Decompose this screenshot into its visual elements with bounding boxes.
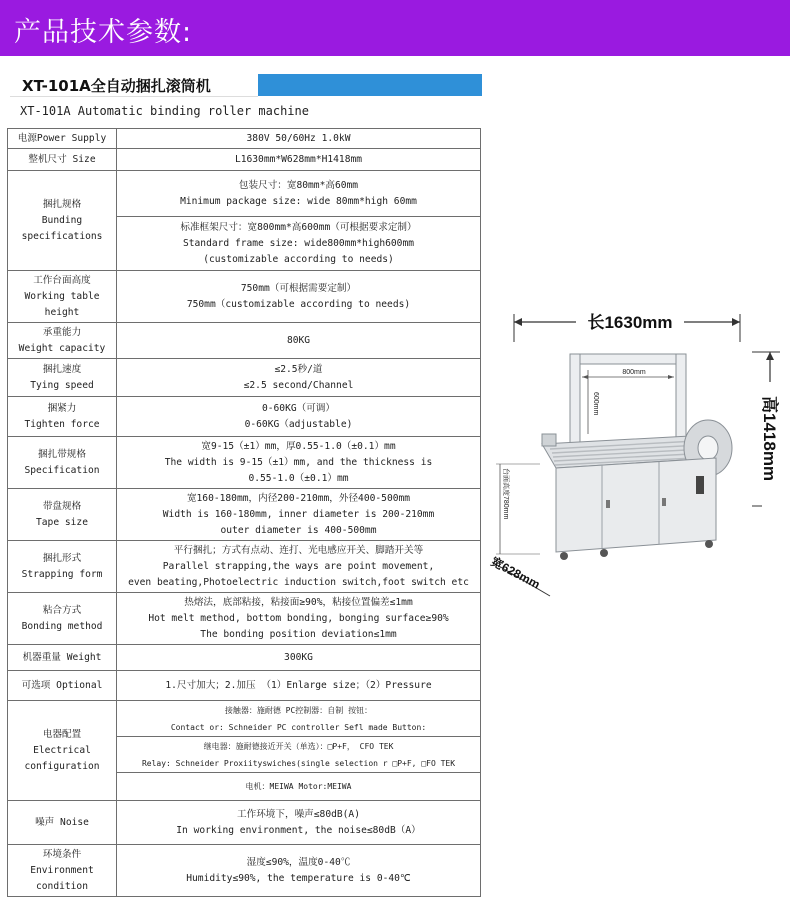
spec-value: 平行捆扎；方式有点动、连打、光电感应开关、脚踏开关等 Parallel strapping,the ways are point movement, even beating,Photoelectric induction switch,foot switch etc (117, 541, 481, 593)
spec-value: 宽9-15（±1）mm，厚0.55-1.0（±0.1）mm The width is 9-15（±1）mm, and the thickness is 0.55-1.0（±0.1）mm (117, 437, 481, 489)
table-row (8, 171, 481, 217)
spec-value: 电机：MEIWA Motor:MEIWA (117, 773, 481, 801)
spec-label: 捆紧力 Tighten force (8, 397, 117, 437)
spec-label: 捆扎规格 Bunding specifications (8, 171, 117, 271)
spec-label: 捆扎形式 Strapping form (8, 541, 117, 593)
table-row (8, 845, 481, 897)
table-row (8, 593, 481, 645)
caster-wheel (705, 540, 713, 548)
spec-label: 捆扎速度 Tying speed (8, 359, 117, 397)
spec-value: 湿度≤90%，温度0-40℃ Humidity≤90%, the temperature is 0-40℃ (117, 845, 481, 897)
table-row (8, 271, 481, 323)
product-title-bar (10, 74, 482, 96)
product-subtitle: XT-101A Automatic binding roller machine (20, 104, 309, 118)
table-row (8, 397, 481, 437)
table-row (8, 149, 481, 171)
frame-left-post (570, 354, 580, 444)
spec-value: 300KG (117, 645, 481, 671)
spec-value: L1630mm*W628mm*H1418mm (117, 149, 481, 171)
spec-value: 接触器：施耐德 PC控制器：自制 按钮： Contact or: Schneider PC controller Sefl made Button: (117, 701, 481, 737)
spec-value: 80KG (117, 323, 481, 359)
frame-width-label: 800mm (622, 369, 646, 376)
page-title: 产品技术参数: (14, 17, 193, 48)
spec-label: 环境条件 Environment condition (8, 845, 117, 897)
table-row (8, 541, 481, 593)
product-title: XT-101A全自动捆扎滚筒机 (22, 77, 211, 95)
spec-value: 继电器：施耐德接近开关（单选）：□P+F， CFO TEK Relay: Schneider Proxiityswiches(single selection r □P+F, □FO TEK (117, 737, 481, 773)
table-row (8, 489, 481, 541)
spec-value: 标准框架尺寸：宽800mm*高600mm（可根据要求定制） Standard frame size: wide800mm*high600mm (customizable according to needs) (117, 217, 481, 271)
spec-label: 电源Power Supply (8, 129, 117, 149)
width-label: 宽628mm (488, 554, 543, 592)
spec-value: 工作环境下，噪声≤80dB(A) In working environment, the noise≤80dB（A） (117, 801, 481, 845)
frame-right-post (676, 354, 686, 444)
spec-label: 工作台面高度 Working table height (8, 271, 117, 323)
door-handle (662, 498, 666, 506)
spec-label: 承重能力 Weight capacity (8, 323, 117, 359)
spec-label: 带盘规格 Tape size (8, 489, 117, 541)
spec-label: 电器配置 Electrical configuration (8, 701, 117, 801)
table-height-label: 台面高度780mm (502, 468, 509, 520)
spec-value: 380V 50/60Hz 1.0kW (117, 129, 481, 149)
spec-label: 可选项 Optional (8, 671, 117, 701)
spec-value: 750mm（可根据需要定制） 750mm（customizable according to needs) (117, 271, 481, 323)
spec-label: 噪声 Noise (8, 801, 117, 845)
spec-label: 整机尺寸 Size (8, 149, 117, 171)
spec-value: 0-60KG（可调） 0-60KG（adjustable) (117, 397, 481, 437)
door-handle (606, 500, 610, 508)
spec-value: 1.尺寸加大；2.加压 （1）Enlarge size；（2）Pressure (117, 671, 481, 701)
caster-wheel (600, 549, 608, 557)
height-label: 高1418mm (760, 396, 779, 482)
control-panel (696, 476, 704, 494)
spec-value: 热熔法，底部粘接，粘接面≥90%，粘接位置偏差≤1mm Hot melt method, bottom bonding, bonging surface≥90% The bonding position deviation≤1mm (117, 593, 481, 645)
spec-table (7, 128, 481, 897)
frame-height-text: 600mm (592, 392, 599, 416)
table-row (8, 645, 481, 671)
spec-value: 宽160-180mm，内径200-210mm，外径400-500mm Width is 160-180mm, inner diameter is 200-210mm outer diameter is 400-500mm (117, 489, 481, 541)
length-label: 长1630mm (587, 313, 673, 332)
table-row (8, 323, 481, 359)
table-row (8, 801, 481, 845)
table-row (8, 701, 481, 737)
table-row (8, 437, 481, 489)
machine-diagram (484, 300, 790, 610)
header-banner (0, 0, 790, 56)
side-guide (542, 434, 556, 446)
table-row (8, 129, 481, 149)
frame-top-beam (570, 354, 686, 364)
spec-value: 包装尺寸：宽80mm*高60mm Minimum package size: wide 80mm*high 60mm (117, 171, 481, 217)
machine-cabinet (556, 458, 716, 552)
spec-label: 粘合方式 Bonding method (8, 593, 117, 645)
table-row (8, 359, 481, 397)
table-row (8, 671, 481, 701)
spec-label: 机器重量 Weight (8, 645, 117, 671)
spec-value: ≤2.5秒/道 ≤2.5 second/Channel (117, 359, 481, 397)
spec-label: 捆扎带规格 Specification (8, 437, 117, 489)
caster-wheel (560, 552, 568, 560)
